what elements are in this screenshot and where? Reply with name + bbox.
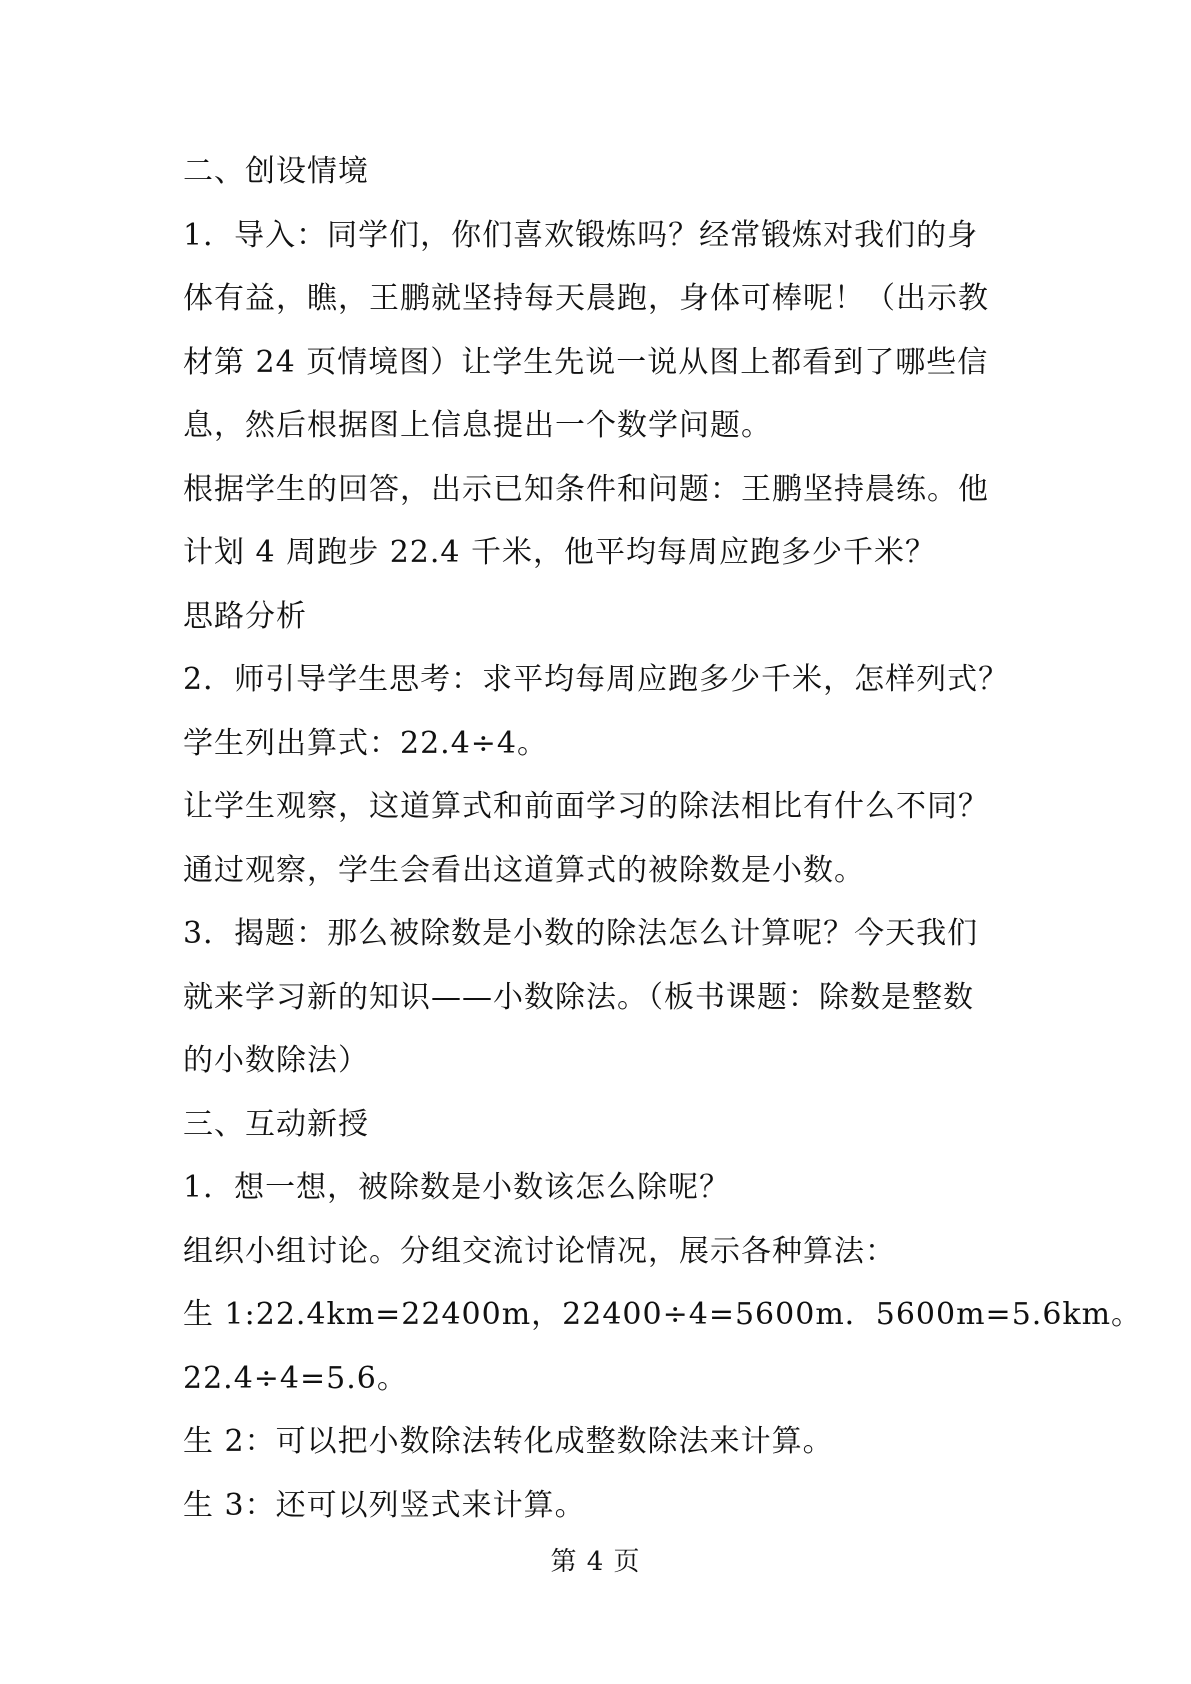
document-body [183, 140, 1143, 1537]
paragraph-line: 22.4÷4=5.6。 [183, 1360, 408, 1396]
paragraph-line: 生 1:22.4km=22400m，22400÷4=5600m．5600m=5.6km。 [183, 1297, 1143, 1332]
paragraph-line: 根据学生的回答，出示已知条件和问题：王鹏坚持晨练。他 [183, 471, 989, 507]
paragraph-line: 1．想一想，被除数是小数该怎么除呢？ [183, 1170, 731, 1205]
paragraph-line: 组织小组讨论。分组交流讨论情况，展示各种算法： [183, 1233, 896, 1269]
paragraph-line: 就来学习新的知识——小数除法。（板书课题：除数是整数 [183, 979, 974, 1015]
paragraph-line: 息，然后根据图上信息提出一个数学问题。 [183, 408, 772, 443]
paragraph-line: 计划 4 周跑步 22.4 千米，他平均每周应跑多少千米？ [183, 535, 937, 570]
paragraph-line: 2．师引导学生思考：求平均每周应跑多少千米，怎样列式？ [183, 662, 1010, 697]
paragraph-line: 材第 24 页情境图）让学生先说一说从图上都看到了哪些信 [183, 344, 989, 380]
section-heading: 三、互动新授 [183, 1106, 369, 1142]
section-heading: 二、创设情境 [183, 154, 369, 189]
paragraph-line: 生 2：可以把小数除法转化成整数除法来计算。 [183, 1424, 834, 1459]
paragraph-line: 体有益，瞧，王鹏就坚持每天晨跑，身体可棒呢！（出示教 [183, 281, 989, 316]
paragraph-line: 通过观察，学生会看出这道算式的被除数是小数。 [183, 852, 865, 888]
paragraph-line: 3．揭题：那么被除数是小数的除法怎么计算呢？今天我们 [183, 916, 979, 951]
subheading: 思路分析 [183, 598, 307, 634]
paragraph-line: 学生列出算式：22.4÷4。 [183, 725, 549, 761]
paragraph-line: 生 3：还可以列竖式来计算。 [183, 1487, 586, 1523]
paragraph-line: 的小数除法） [183, 1043, 369, 1078]
paragraph-line: 让学生观察，这道算式和前面学习的除法相比有什么不同？ [183, 789, 989, 824]
page-number: 第 4 页 [550, 1547, 641, 1577]
paragraph-line: 1．导入：同学们，你们喜欢锻炼吗？经常锻炼对我们的身 [183, 217, 979, 253]
